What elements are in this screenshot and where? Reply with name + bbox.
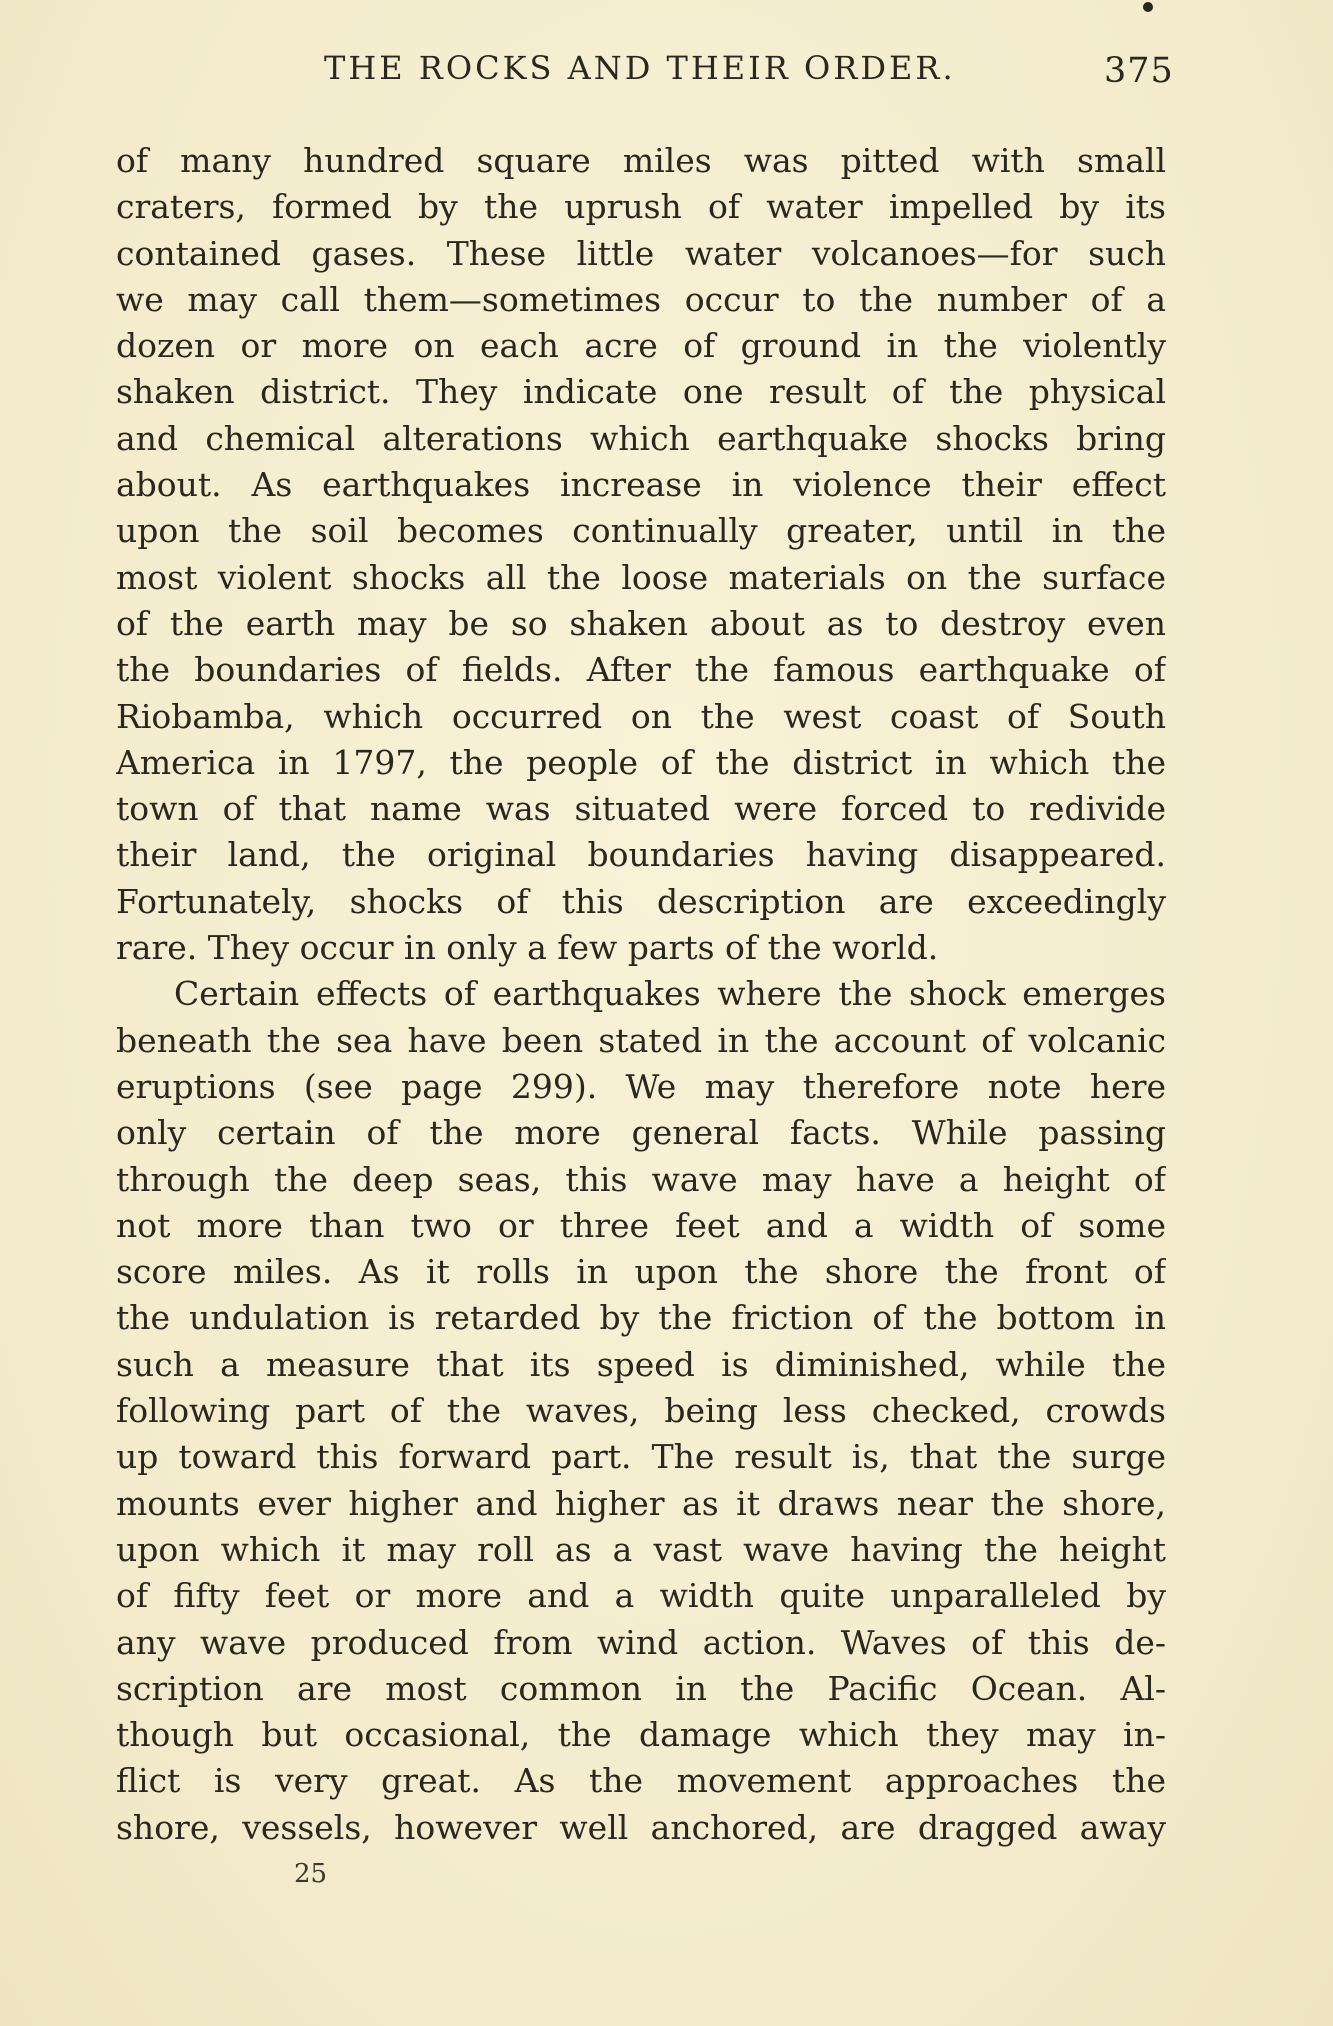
text-line: any wave produced from wind action. Waves of this de- (116, 1622, 1166, 1662)
text-line: eruptions (see page 299). We may therefore note here (116, 1066, 1166, 1106)
text-line: upon which it may roll as a vast wave having the height (116, 1529, 1166, 1569)
text-line: town of that name was situated were forced to redivide (116, 789, 1166, 829)
text-line: and chemical alterations which earthquake shocks bring (116, 418, 1166, 458)
text-line: their land, the original boundaries having disappeared. (116, 835, 1166, 875)
text-line: only certain of the more general facts. While passing (116, 1113, 1166, 1153)
text-line: through the deep seas, this wave may have a height of (116, 1159, 1166, 1199)
text-line: though but occasional, the damage which they may in- (116, 1715, 1166, 1755)
running-head: THE ROCKS AND THEIR ORDER. (324, 49, 956, 87)
text-line: upon the soil becomes continually greater, until in the (116, 511, 1166, 551)
text-line: dozen or more on each acre of ground in the violently (116, 326, 1166, 366)
ink-dot (1143, 2, 1153, 12)
text-line: we may call them—sometimes occur to the number of a (116, 279, 1166, 319)
text-line: the undulation is retarded by the friction of the bottom in (116, 1298, 1166, 1338)
paragraph-end-line: rare. They occur in only a few parts of the world. (116, 928, 939, 968)
signature-mark: 25 (294, 1859, 328, 1889)
text-line: contained gases. These little water volcanoes—for such (116, 233, 1166, 273)
paragraph-start-line: Certain effects of earthquakes where the shock emerges (174, 974, 1166, 1014)
text-line: America in 1797, the people of the district in which the (116, 742, 1166, 782)
text-line: most violent shocks all the loose materials on the surface (116, 557, 1166, 597)
text-line: Fortunately, shocks of this description are exceedingly (116, 881, 1166, 921)
text-line: craters, formed by the uprush of water impelled by its (116, 187, 1166, 227)
page-number: 375 (1104, 51, 1174, 91)
text-line: about. As earthquakes increase in violence their effect (116, 465, 1166, 505)
text-line: of the earth may be so shaken about as to destroy even (116, 603, 1166, 643)
text-line: shore, vessels, however well anchored, are dragged away (116, 1807, 1166, 1847)
text-line: mounts ever higher and higher as it draws near the shore, (116, 1483, 1166, 1523)
text-line: following part of the waves, being less checked, crowds (116, 1391, 1166, 1431)
text-line: up toward this forward part. The result is, that the surge (116, 1437, 1166, 1477)
text-line: scription are most common in the Pacific Ocean. Al- (116, 1668, 1166, 1708)
text-line: not more than two or three feet and a width of some (116, 1205, 1166, 1245)
text-line: of many hundred square miles was pitted with small (116, 141, 1166, 180)
body-text (116, 138, 1166, 1851)
text-line: of fifty feet or more and a width quite unparalleled by (116, 1576, 1166, 1616)
text-line: beneath the sea have been stated in the account of volcanic (116, 1020, 1166, 1060)
text-line: flict is very great. As the movement approaches the (116, 1761, 1166, 1801)
text-line: shaken district. They indicate one result of the physical (116, 372, 1166, 412)
text-line: score miles. As it rolls in upon the shore the front of (116, 1252, 1166, 1292)
text-line: the boundaries of fields. After the famous earthquake of (116, 650, 1166, 690)
text-line: Riobamba, which occurred on the west coast of South (116, 696, 1166, 736)
text-line: such a measure that its speed is diminished, while the (116, 1344, 1166, 1384)
